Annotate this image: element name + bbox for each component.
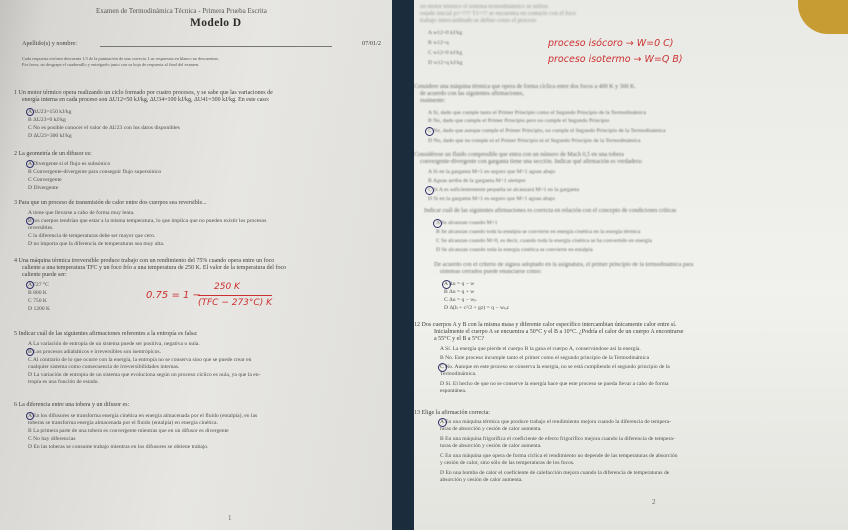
q6-option-a-cont: toberas se transforma energía almacenada por el fluido (entalpía) en energía cinética.	[28, 420, 218, 426]
q5-option-d: D La variación de entropía de un sistema que evoluciona según un proceso cíclico es nula, ya que la en-	[28, 372, 261, 378]
q9-stem-2: convergente-divergente con garganta tiene una sección. Indicar qué afirmación es verdadera:	[420, 159, 643, 165]
q4-option-c: C 750 K	[28, 298, 47, 304]
q10-option-b: B Se alcanzan cuando toda la entalpía se convierte en energía cinética en la energía térmica	[436, 229, 641, 235]
handwritten-denominator: (TFC − 273°C) K	[198, 298, 272, 308]
q1-stem-2: energía interna en cada proceso son ΔU12=50 kJ/kg, ΔU34=100 kJ/kg, ΔU41=300 kJ/kg. En este caso:	[22, 97, 270, 103]
exam-header: Examen de Termodinámica Técnica - Primera Prueba Escrita	[96, 7, 267, 15]
q4-option-a: A 727 °C	[28, 282, 49, 288]
answer-mark-q5	[26, 348, 34, 356]
q10-option-a: A Se alcanzan cuando M=1	[436, 220, 498, 226]
q2-option-c: C Convergente	[28, 177, 62, 183]
q8-option-a: A Si, dado que cumple tanto el Primer Principio como el Segundo Principio de la Termodinámica	[428, 110, 646, 116]
q13-option-d: D En una bomba de calor el coeficiente de calefacción mejora cuando la diferencia de temperaturas de	[440, 470, 670, 476]
q8-option-c: C No, dado que aunque cumple el Primer Principio, no cumple el Segundo Principio de la Termodinámica	[428, 128, 666, 134]
handwritten-note-1: proceso isócoro → W=0 C)	[548, 38, 674, 49]
q13-option-d-cont: absorción y cesión de calor aumenta.	[440, 477, 523, 483]
q3-option-d: D no importa que la diferencia de temperaturas sea muy alta.	[28, 241, 165, 247]
exam-date: 07/01/2	[362, 40, 381, 47]
q8-option-d: D No, dado que no cumple ni el Primer Principio ni el Segundo Principio de la Termodinámica	[428, 138, 641, 144]
q6-option-b: B La primera parte de una tobera es convergente mientras que en un difusor es divergente	[28, 428, 229, 434]
answer-mark-q8	[425, 127, 434, 136]
q3-option-b-cont: reversibles.	[28, 225, 54, 231]
answer-mark-q10	[433, 219, 442, 228]
q4-option-d: D 1200 K	[28, 306, 51, 312]
q3-stem: 3 Para que un proceso de transmisión de calor entre dos cuerpos sea reversible...	[14, 200, 207, 206]
q13-option-a: A En una máquina térmica que produce trabajo el rendimiento mejora cuando la diferencia de tempera-	[440, 419, 671, 425]
q12-option-a: A Sí. La energía que pierde el cuerpo B la gana el cuerpo A, conservándose así la energía.	[440, 346, 641, 352]
q5-option-b: B Los procesos adiabáticos e irreversibles son isentrópicos.	[28, 349, 161, 355]
q5-option-c: C Al contrario de lo que ocurre con la energía, la entropía no se conserva sino que se puede crear en	[28, 357, 252, 363]
q13-option-b: B En una máquina frigorífica el coeficiente de efecto frigorífico mejora cuando la diferencia de tempera-	[440, 436, 675, 442]
answer-mark-q4	[26, 281, 34, 289]
name-line	[100, 46, 332, 47]
q13-option-a-cont: turas de absorción y cesión de calor aumenta.	[440, 426, 542, 432]
q12-option-d: D Sí. El hecho de que no se conserve la energía hace que este proceso se pueda llevar a cabo de forma	[440, 381, 669, 387]
q9-option-b: B Aguas arriba de la garganta M<1 siempre	[428, 178, 526, 184]
q11-stem-2: sistemas cerrados puede enunciarse como:	[440, 269, 542, 275]
answer-mark-q1	[26, 108, 34, 116]
q7-option-a: A w12=0 kJ/kg	[428, 30, 463, 36]
page-number-2: 2	[652, 498, 656, 506]
answer-mark-q3	[26, 217, 34, 225]
q5-option-a: A La variación de entropía de un sistema puede ser positiva, negativa o nula.	[28, 341, 200, 347]
q2-option-a: A Divergente si el flujo es subsónico	[28, 161, 111, 167]
q1-option-b: B ΔU23=0 kJ/kg	[28, 117, 66, 123]
q2-stem: 2 La geometría de un difusor es:	[14, 151, 92, 157]
q12-stem-3: a 55°C y el B a 5°C?	[434, 336, 485, 342]
q5-option-c-cont: cualquier sistema como consecuencia de irreversibilidades internas.	[28, 364, 180, 370]
q12-option-d-cont: espontánea.	[440, 388, 467, 394]
q12-option-b: B No. Este proceso incumple tanto el primer como el segundo principio de la Termodinámica	[440, 355, 650, 361]
exam-page-2	[414, 0, 848, 530]
answer-mark-q2	[26, 160, 34, 168]
q4-stem-3: caliente puede ser:	[22, 272, 67, 278]
q3-option-c: C la diferencia de temperaturas debe ser mayor que cero.	[28, 233, 156, 239]
q7-stem-1: un motor térmico el sistema termodinámico se utiliza	[420, 4, 548, 10]
page-number-1: 1	[228, 514, 232, 522]
q1-option-c: C No es posible conocer el valor de ΔU23 con los datos disponibles	[28, 125, 180, 131]
answer-mark-q12	[438, 363, 447, 372]
q11-option-c: C Δu = q − wₚ	[444, 297, 477, 303]
q10-option-c: C Se alcanzan cuando M=0, es decir, cuando toda la energía cinética se ha convertido en energía	[436, 238, 652, 244]
q11-option-b: B Δu = q + w	[444, 289, 475, 295]
q6-option-c: C No hay diferencias	[28, 436, 76, 442]
answer-mark-q11	[442, 280, 451, 289]
q8-stem-1: Considere una máquina térmica que opera de forma cíclica entre dos focos a 400 K y 300 K.	[414, 84, 636, 90]
q8-option-b: B No, dado que cumple el Primer Principio pero no cumple el Segundo Principio	[428, 118, 610, 124]
q12-option-c: C No. Aunque en este proceso se conserva la energía, no se está cumpliendo el segundo principio de la	[440, 364, 670, 370]
q6-stem: 6 La diferencia entre una tobera y un difusor es:	[14, 402, 130, 408]
q4-stem-2: caliente a una temperatura TFC y un foco frío a una temperatura de 250 K. El valor de la temperatura del foco	[22, 265, 287, 271]
exam-page-1	[0, 0, 392, 530]
instructions-line-2: Por favor, no desgrape el cuadernillo y entréguelo junto con su hoja de respuesta al final del examen.	[22, 62, 200, 67]
q5-stem: 5 Indicar cuál de las siguientes afirmaciones referentes a la entropía es falsa:	[14, 331, 198, 337]
q13-option-c-cont: y cesión de calor, sino sólo de las temperaturas de los focos.	[440, 460, 575, 466]
handwritten-equation: 0.75 = 1 −	[146, 290, 201, 301]
q11-option-a: A Δu = q − w	[444, 281, 475, 287]
q9-option-d: D Si en la garganta M=1 es seguro que M>1 aguas abajo	[428, 196, 555, 202]
q1-option-d: D ΔU23=300 kJ/kg	[28, 133, 72, 139]
q9-stem-1: Considérese un fluido compresible que entra con un número de Mach 0,5 en una tobera	[414, 152, 624, 158]
answer-mark-q6	[26, 412, 34, 420]
q1-option-a: A ΔU23=150 kJ/kg	[28, 109, 72, 115]
q11-stem-1: De acuerdo con el criterio de signos adoptado en la asignatura, el primer principio de la termodinámica para	[434, 262, 694, 268]
answer-mark-q9	[425, 186, 434, 195]
instructions-line-1: Cada respuesta errónea descuenta 1/3 de la puntuación de una correcta. Las respuestas en blanco no descuentan.	[22, 56, 219, 61]
q11-option-d: D Δ(h + c²/2 + gz) = q − wₜₑc	[444, 305, 510, 311]
q7-stem-3: trabajo intercambiado se define como el proceso	[420, 18, 537, 24]
q7-option-c: C w12=0 kJ/kg	[428, 50, 463, 56]
q9-option-a: A Si en la garganta M=1 en seguro que M<1 aguas abajo	[428, 169, 556, 175]
q1-stem-1: 1 Un motor térmico opera realizando un ciclo formado por cuatro procesos, y se sabe que las variaciones de	[14, 90, 273, 96]
q2-option-b: B Convergente-divergente para conseguir flujo supersónico	[28, 169, 162, 175]
handwritten-fraction-bar	[198, 295, 272, 296]
q3-option-a: A tiene que llevarse a cabo de forma muy lenta.	[28, 210, 135, 216]
q2-option-d: D Divergente	[28, 185, 59, 191]
name-label: Apellido(s) y nombre:	[22, 40, 77, 47]
answer-mark-q13	[438, 418, 447, 427]
q6-option-a: A En los difusores se transforma energía cinética en energía almacenada por el fluido (entalpía), en las	[28, 413, 258, 419]
model-title: Modelo D	[190, 17, 242, 29]
q8-stem-3: realmente:	[420, 98, 446, 104]
q3-option-b: B los cuerpos tendrían que estar a la misma temperatura, lo que implica que no pueden existir los procesos	[28, 218, 267, 224]
q4-option-b: B 800 K	[28, 290, 47, 296]
q9-option-c: C Si A es suficientemente pequeña se alcanzará M=1 en la garganta	[428, 187, 580, 193]
q10-option-d: D Se alcanzan cuando toda la energía cinética se convierte en entalpía	[436, 247, 593, 253]
q12-stem-1: 12 Dos cuerpos A y B con la misma masa y diferente calor específico intercambian únicamente calor entre sí.	[414, 322, 677, 328]
q10-stem: Indicar cuál de las siguientes afirmaciones es correcta en relación con el concepto de condiciones críticas	[424, 208, 677, 214]
handwritten-numerator: 250 K	[214, 282, 240, 292]
q5-option-d-cont: tropía es una función de estado.	[28, 379, 99, 385]
q13-option-c: C En una máquina que opera de forma cíclica el rendimiento no depende de las temperaturas de absorción	[440, 453, 678, 459]
q4-stem-1: 4 Una máquina térmica irreversible produce trabajo con un rendimiento del 75% cuando opera entre un foco	[14, 258, 275, 264]
q12-stem-2: Inicialmente el cuerpo A se encuentra a 50°C y el B a 10°C. ¿Podría el calor de un cuerpo A encontrarse	[434, 329, 684, 335]
q8-stem-2: de acuerdo con las siguientes afirmaciones,	[420, 91, 524, 97]
q12-option-c-cont: Termodinámica.	[440, 371, 477, 377]
handwritten-note-2: proceso isotermo → W=Q B)	[548, 54, 683, 65]
q7-stem-2: estado inicial p1=??? T1=?? se encuentra en contacto con el foco	[420, 11, 576, 17]
q6-option-d: D En las toberas se consume trabajo mientras en los difusores se obtiene trabajo.	[28, 444, 209, 450]
q7-option-d: D w12=q kJ/kg	[428, 60, 463, 66]
q13-stem: 13 Elige la afirmación correcta:	[414, 410, 490, 416]
q13-option-b-cont: turas de absorción y cesión de calor aumenta.	[440, 443, 542, 449]
q7-option-b: B w12=q	[428, 40, 449, 46]
